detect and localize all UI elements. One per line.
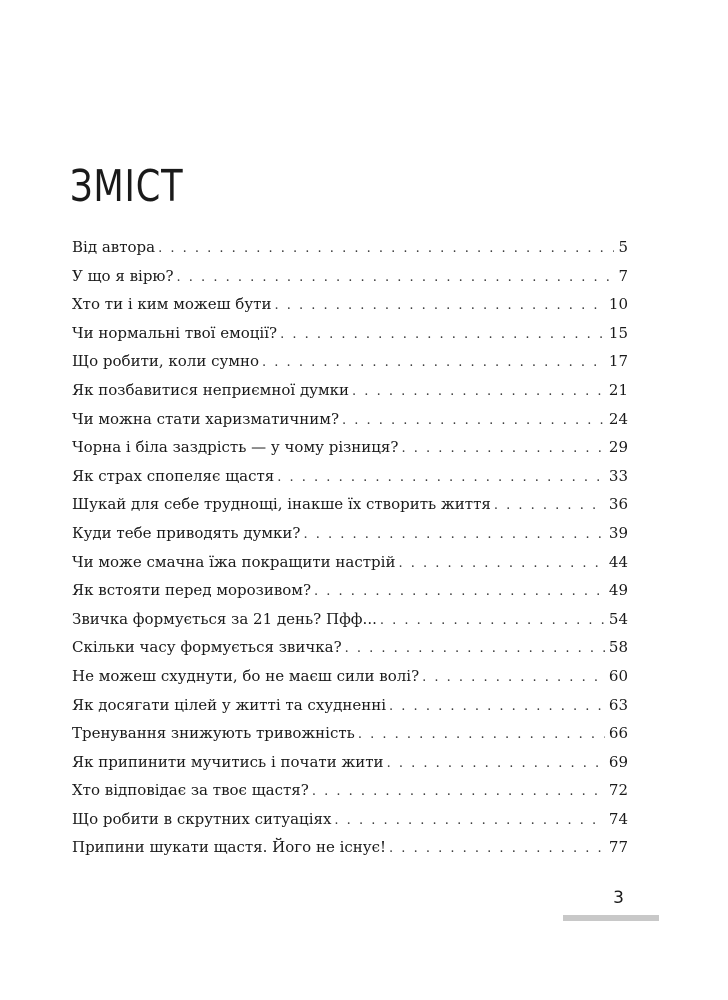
toc-entry-page: 29: [608, 438, 628, 457]
toc-entry-title: Куди тебе приводять думки?: [72, 523, 301, 542]
toc-entry: [72, 781, 628, 810]
page-number: 3: [613, 888, 624, 908]
toc-dot-leader: [380, 613, 605, 628]
toc-entry-page: 49: [608, 581, 628, 600]
toc-entry-page: 10: [608, 295, 628, 314]
toc-entry-title: Не можеш схуднути, бо не маєш сили волі?: [72, 666, 420, 685]
toc-dot-leader: [334, 813, 604, 828]
toc-entry-title: Як досягати цілей у житті та схудненні: [72, 695, 387, 714]
toc-entry-title: Звичка формується за 21 день? Пфф...: [72, 609, 377, 628]
toc-entry-page: 77: [608, 838, 628, 857]
toc-entry-title: У що я вірю?: [72, 266, 174, 285]
toc-entry: [72, 524, 628, 553]
toc-dot-leader: [312, 784, 605, 799]
toc-dot-leader: [494, 498, 605, 513]
toc-entry-page: 54: [608, 609, 628, 628]
toc-dot-leader: [280, 327, 605, 342]
toc-entry-page: 63: [608, 695, 628, 714]
toc-entry-title: Що робити, коли сумно: [72, 352, 260, 371]
toc-dot-leader: [358, 727, 605, 742]
toc-entry: [72, 438, 628, 467]
toc-entry: [72, 553, 628, 582]
toc-entry: [72, 410, 628, 439]
toc-entry: [72, 696, 628, 725]
toc-dot-leader: [389, 699, 605, 714]
toc-entry-page: 17: [608, 352, 628, 371]
toc-entry-title: Тренування знижують тривожність: [72, 724, 355, 743]
toc-entry: [72, 810, 628, 839]
toc-entry-page: 39: [608, 523, 628, 542]
toc-entry-page: 44: [608, 552, 628, 571]
toc-entry-title: Припини шукати щастя. Його не існує!: [72, 838, 387, 857]
table-of-contents: [72, 238, 628, 867]
toc-entry-page: 58: [608, 638, 628, 657]
toc-entry: [72, 267, 628, 296]
toc-entry: [72, 753, 628, 782]
toc-entry-page: 24: [608, 409, 628, 428]
toc-entry: [72, 324, 628, 353]
toc-entry-page: 15: [608, 323, 628, 342]
toc-entry: [72, 467, 628, 496]
toc-dot-leader: [342, 413, 605, 428]
toc-entry-title: Як встояти перед морозивом?: [72, 581, 312, 600]
toc-entry-title: Як припинити мучитись і почати жити: [72, 752, 384, 771]
toc-entry: [72, 667, 628, 696]
page-number-bar: [563, 915, 659, 921]
toc-entry-title: Як позбавитися неприємної думки: [72, 380, 350, 399]
toc-entry-page: 21: [608, 380, 628, 399]
toc-entry-title: Від автора: [72, 238, 156, 256]
toc-entry-page: 72: [608, 781, 628, 800]
toc-entry: [72, 581, 628, 610]
toc-entry-title: Як страх спопеляє щастя: [72, 466, 275, 485]
toc-dot-leader: [274, 298, 604, 313]
toc-dot-leader: [262, 355, 605, 370]
toc-entry-title: Чи може смачна їжа покращити настрій: [72, 552, 396, 571]
toc-dot-leader: [387, 756, 605, 771]
toc-dot-leader: [401, 441, 604, 456]
toc-dot-leader: [314, 584, 605, 599]
toc-entry: [72, 238, 628, 267]
toc-entry-page: 36: [608, 495, 628, 514]
toc-entry-title: Хто ти і ким можеш бути: [72, 295, 272, 314]
page-title: ЗМІСТ: [70, 161, 184, 212]
toc-entry: [72, 381, 628, 410]
toc-entry-page: 60: [608, 666, 628, 685]
toc-entry: [72, 295, 628, 324]
toc-entry-title: Чорна і біла заздрість — у чому різниця?: [72, 438, 399, 457]
toc-entry-page: 66: [608, 724, 628, 743]
toc-entry: [72, 352, 628, 381]
toc-entry-page: 33: [608, 466, 628, 485]
toc-entry: [72, 838, 628, 867]
toc-dot-leader: [398, 556, 604, 571]
toc-entry-page: 74: [608, 809, 628, 828]
toc-dot-leader: [345, 641, 605, 656]
toc-entry-page: 5: [618, 238, 628, 256]
toc-dot-leader: [277, 470, 605, 485]
toc-entry: [72, 638, 628, 667]
toc-entry-title: Хто відповідає за твоє щастя?: [72, 781, 309, 800]
toc-entry-page: 7: [618, 266, 628, 285]
toc-entry: [72, 610, 628, 639]
toc-dot-leader: [389, 841, 605, 856]
toc-entry-title: Шукай для себе труднощі, інакше їх створить життя: [72, 495, 491, 514]
toc-dot-leader: [177, 270, 615, 285]
toc-entry-title: Що робити в скрутних ситуаціях: [72, 809, 332, 828]
toc-entry-title: Скільки часу формується звичка?: [72, 638, 342, 657]
toc-entry: [72, 724, 628, 753]
toc-entry-page: 69: [608, 752, 628, 771]
toc-entry-title: Чи нормальні твої емоції?: [72, 323, 278, 342]
toc-dot-leader: [303, 527, 604, 542]
toc-entry-title: Чи можна стати харизматичним?: [72, 409, 339, 428]
toc-dot-leader: [422, 670, 605, 685]
toc-dot-leader: [158, 241, 614, 256]
toc-entry: [72, 495, 628, 524]
toc-dot-leader: [352, 384, 605, 399]
